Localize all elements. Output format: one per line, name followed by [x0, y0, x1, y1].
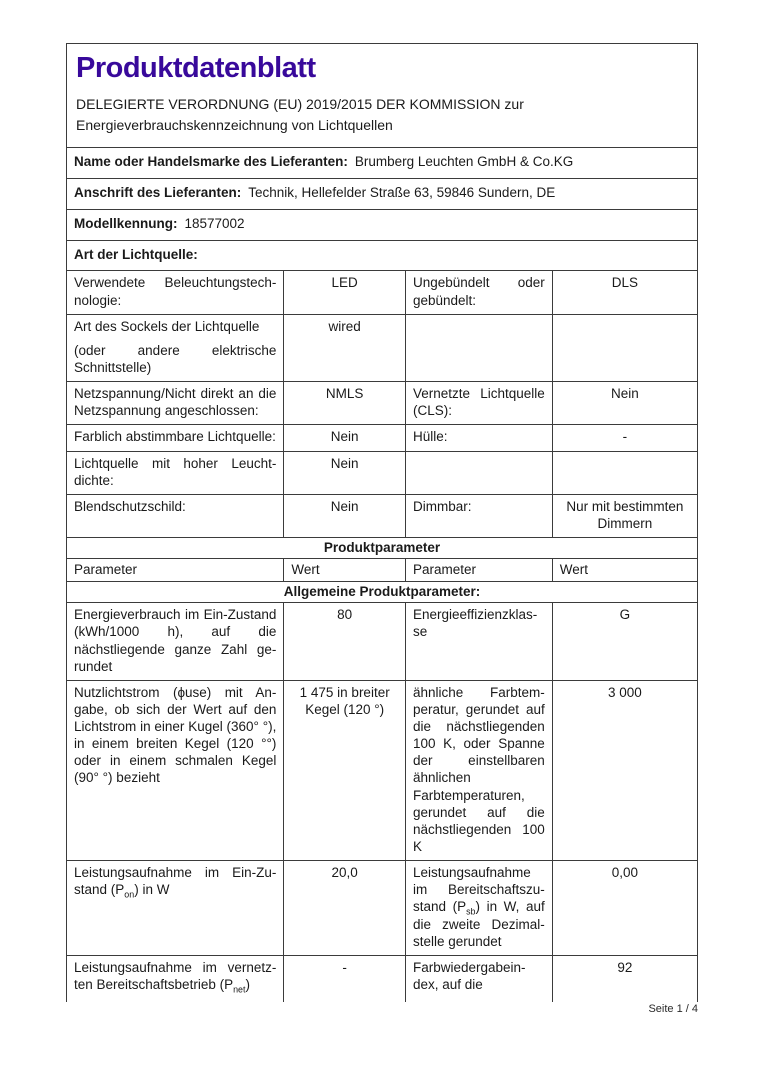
value-cell: G — [552, 603, 697, 680]
supplier-address-row — [67, 178, 697, 209]
param-cell: Energieverbrauch im Ein-Zustand (kWh/1000 h), auf die nächstliegende ganze Zahl gerundet — [74, 607, 277, 674]
param-cell: Verwendete Beleuchtungstechnologie: — [74, 275, 277, 308]
value-cell: Nein — [283, 495, 405, 537]
value-cell: Nein — [552, 382, 697, 424]
column-header: Wert — [552, 559, 697, 581]
param-cell: Hülle: — [405, 425, 552, 450]
table-row — [67, 680, 697, 860]
param-cell: Energieeffizienzklasse — [405, 603, 552, 680]
table-row-clipped — [67, 955, 697, 1002]
param-cell: Farbwiedergabeindex, auf die — [405, 956, 552, 1002]
column-header: Parameter — [405, 559, 552, 581]
column-header: Parameter — [74, 562, 138, 578]
table-row — [67, 424, 697, 450]
param-cell: Vernetzte Lichtquelle (CLS): — [405, 382, 552, 424]
table-row — [67, 860, 697, 955]
value-cell: Nein — [283, 425, 405, 450]
value-cell: 0,00 — [552, 861, 697, 955]
param-cell: Art des Sockels der Lichtquelle (oder andere elektrische Schnittstelle) — [74, 318, 277, 375]
column-header: Wert — [283, 559, 405, 581]
value-cell: 1 475 in breiter Kegel (120 °) — [283, 681, 405, 860]
table-row — [67, 314, 697, 381]
param-cell: Leistungsaufnahme im Ein-Zustand $(P_{on})$ in W — [74, 865, 277, 901]
value-cell: 92 — [552, 956, 697, 1002]
param-cell: Netzspannung/Nicht direkt an die Netzspannung angeschlossen: — [74, 386, 277, 419]
param-cell — [405, 315, 552, 381]
header-block — [67, 44, 697, 147]
param-cell: ähnliche Farbtemperatur, gerundet auf die nächstliegenden 100 K, oder Spanne der einstellbaren ähnlichen Farbtemperaturen, gerundet auf die nächstliegenden 100 K — [405, 681, 552, 860]
table-row — [67, 494, 697, 537]
supplier-name-label: Name oder Handelsmarke des Lieferanten: — [74, 153, 348, 169]
table-row — [67, 270, 697, 313]
table-row — [67, 381, 697, 424]
datasheet-page — [66, 43, 698, 1002]
supplier-name-row — [67, 147, 697, 178]
value-cell: 80 — [283, 603, 405, 680]
table-row — [67, 451, 697, 494]
supplier-address-value: Technik, Hellefelder Straße 63, 59846 Sundern, DE — [248, 184, 556, 200]
supplier-name-value: Brumberg Leuchten GmbH & Co.KG — [354, 153, 574, 169]
value-cell: wired — [283, 315, 405, 381]
value-cell: Nein — [283, 452, 405, 494]
light-source-type-label: Art der Lichtquelle: — [74, 246, 198, 262]
value-cell: 3 000 — [552, 681, 697, 860]
value-cell — [552, 315, 697, 381]
param-cell: Leistungsaufnahme im vernetzten Bereitschaftsbetrieb $(P_{net})$ — [74, 959, 277, 995]
value-cell: 20,0 — [283, 861, 405, 955]
value-cell: - — [552, 425, 697, 450]
param-cell: Ungebündelt oder gebündelt: — [405, 271, 552, 313]
value-cell: DLS — [552, 271, 697, 313]
section-allgemeine-produktparameter: Allgemeine Produktparameter: — [67, 581, 697, 602]
value-cell — [552, 452, 697, 494]
value-cell: NMLS — [283, 382, 405, 424]
value-cell: - — [283, 956, 405, 1002]
param-cell — [405, 452, 552, 494]
param-cell: Blendschutzschild: — [74, 498, 186, 514]
table-row — [67, 602, 697, 680]
param-cell: Leistungsaufnahme im Bereitschaftszustand $(P_{sb})$ in W, auf die zweite Dezimalstelle gerundet — [405, 861, 552, 955]
param-cell: Farblich abstimmbare Lichtquelle: — [74, 429, 276, 445]
column-header-row — [67, 558, 697, 581]
model-id-label: Modellkennung: — [74, 215, 178, 231]
light-source-type-row — [67, 240, 697, 271]
model-id-value: 18577002 — [184, 215, 245, 231]
model-id-row — [67, 209, 697, 240]
value-cell: LED — [283, 271, 405, 313]
param-cell: Dimmbar: — [405, 495, 552, 537]
regulation-subtitle: DELEGIERTE VERORDNUNG (EU) 2019/2015 DER KOMMISSION zur Energieverbrauchskennzeichnung von Lichtquellen — [76, 95, 524, 133]
param-cell: Nutzlichtstrom (ϕuse) mit Angabe, ob sich der Wert auf den Lichtstrom in einer Kugel (360° °), in einem breiten Kegel (120 °°) oder in einem schmalen Kegel (90° °) bezieht — [74, 684, 277, 786]
page-number: Seite 1 / 4 — [648, 1003, 698, 1015]
page-title: Produktdatenblatt — [76, 52, 316, 84]
value-cell: Nur mit bestimmten Dimmern — [552, 495, 697, 537]
section-produktparameter: Produktparameter — [67, 537, 697, 558]
supplier-address-label: Anschrift des Lieferanten: — [74, 184, 242, 200]
param-cell: Lichtquelle mit hoher Leuchtdichte: — [74, 455, 277, 488]
